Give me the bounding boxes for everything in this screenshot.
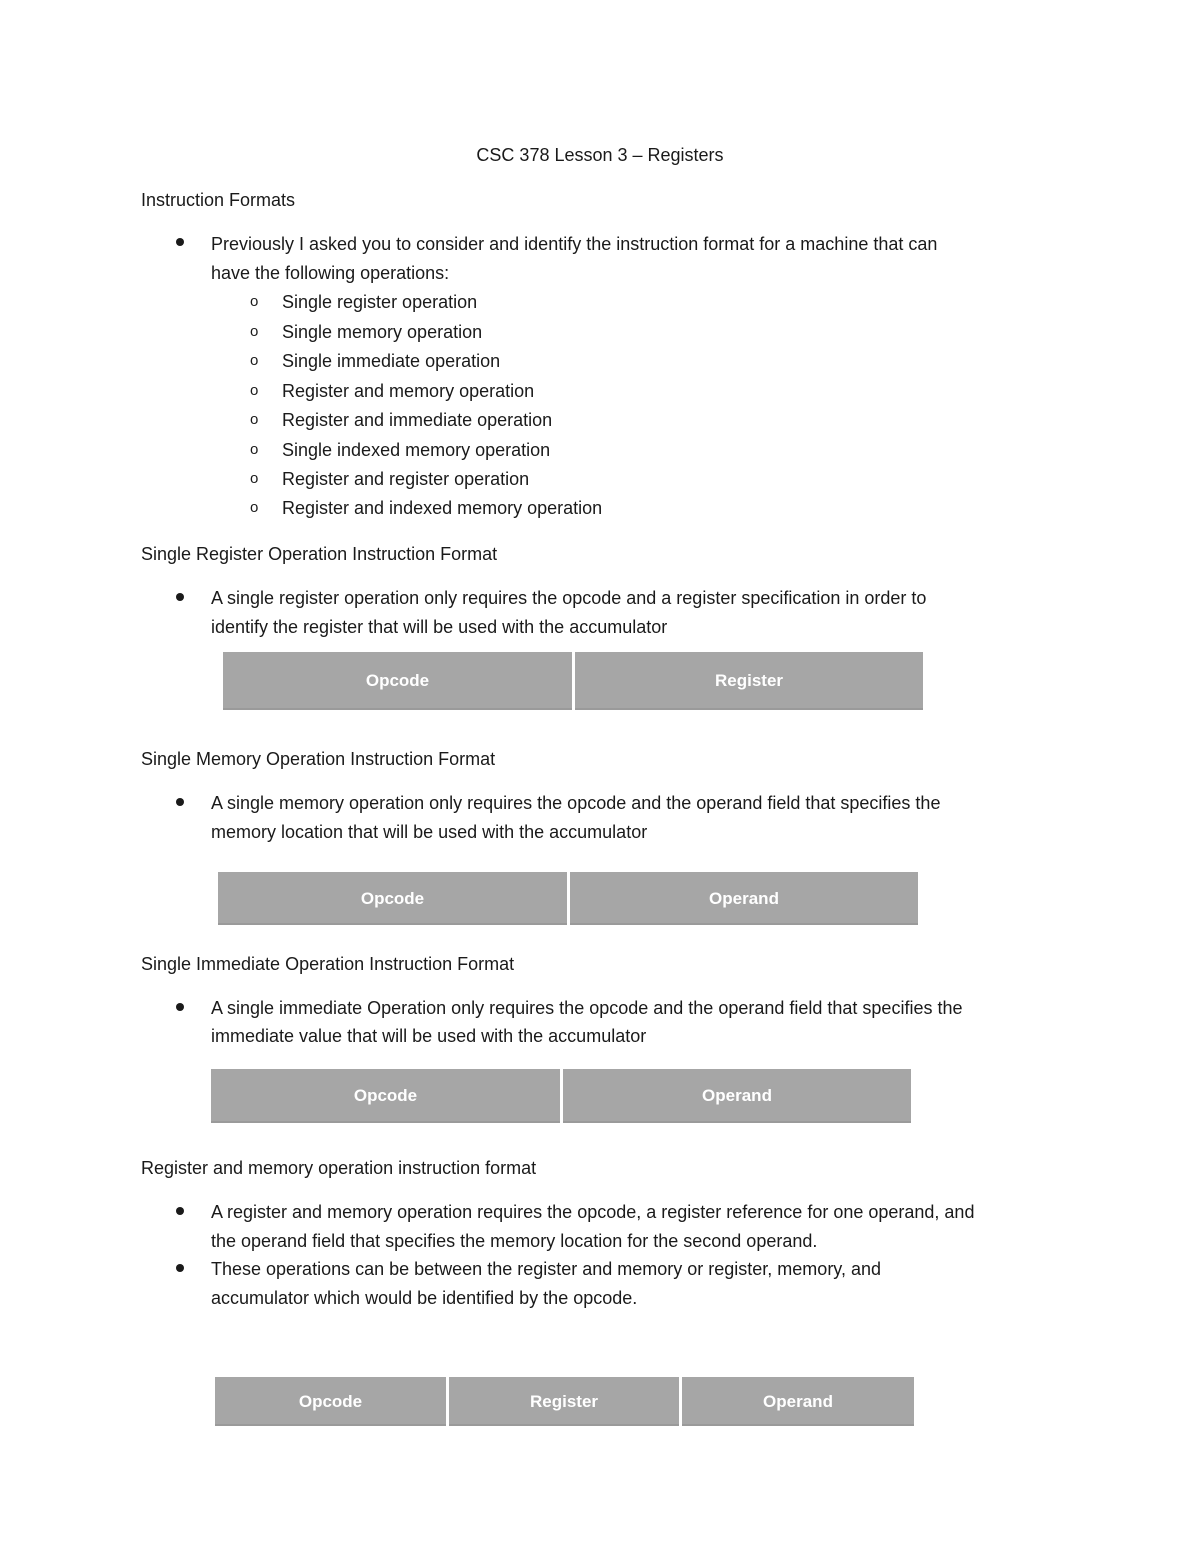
register-memory-b1-line-1: A register and memory operation requires the opcode, a register reference for one operand, and <box>211 1202 975 1222</box>
operand-field: Operand <box>563 1069 911 1123</box>
register-memory-b2-line-1: These operations can be between the register and memory or register, memory, and <box>211 1259 882 1279</box>
operand-field: Operand <box>570 872 918 925</box>
section-heading-single-memory: Single Memory Operation Instruction Format <box>141 749 496 769</box>
bullet-icon <box>176 593 184 601</box>
section-heading-register-memory: Register and memory operation instruction format <box>141 1158 537 1178</box>
sub-item: Register and memory operation <box>282 381 535 401</box>
sub-bullet-icon: o <box>250 352 259 369</box>
register-memory-b1-line-2: the operand field that specifies the memory location for the second operand. <box>211 1231 818 1251</box>
sub-bullet-icon: o <box>250 411 259 428</box>
single-memory-line-1: A single memory operation only requires the opcode and the operand field that specifies the <box>211 793 941 813</box>
sub-bullet-icon: o <box>250 323 259 340</box>
single-register-line-1: A single register operation only requires the opcode and a register specification in order to <box>211 588 927 608</box>
sub-item: Single memory operation <box>282 322 483 342</box>
register-memory-b2-line-2: accumulator which would be identified by the opcode. <box>211 1288 638 1308</box>
sub-bullet-icon: o <box>250 441 259 458</box>
sub-item: Register and indexed memory operation <box>282 498 603 518</box>
sub-item: Single immediate operation <box>282 351 501 371</box>
sub-bullet-icon: o <box>250 470 259 487</box>
opcode-field: Opcode <box>211 1069 560 1123</box>
opcode-field: Opcode <box>218 872 567 925</box>
opcode-field: Opcode <box>223 652 572 710</box>
single-immediate-line-2: immediate value that will be used with the accumulator <box>211 1026 647 1046</box>
section-heading-single-immediate: Single Immediate Operation Instruction Format <box>141 954 515 974</box>
section-heading-single-register: Single Register Operation Instruction Format <box>141 544 498 564</box>
single-register-line-2: identify the register that will be used with the accumulator <box>211 617 668 637</box>
sub-bullet-icon: o <box>250 293 259 310</box>
intro-bullet-line-1: Previously I asked you to consider and identify the instruction format for a machine that can <box>211 234 938 254</box>
register-field: Register <box>449 1377 679 1426</box>
single-memory-format-table <box>218 872 918 925</box>
single-memory-line-2: memory location that will be used with the accumulator <box>211 822 648 842</box>
register-field: Register <box>575 652 923 710</box>
register-memory-format-table <box>215 1377 914 1426</box>
sub-item: Register and immediate operation <box>282 410 553 430</box>
bullet-icon <box>176 798 184 806</box>
bullet-icon <box>176 238 184 246</box>
sub-item: Register and register operation <box>282 469 530 489</box>
sub-item: Single indexed memory operation <box>282 440 551 460</box>
single-immediate-format-table <box>211 1069 911 1123</box>
intro-bullet-line-2: have the following operations: <box>211 263 450 283</box>
single-register-format-table <box>223 652 923 710</box>
sub-item: Single register operation <box>282 292 478 312</box>
bullet-icon <box>176 1207 184 1215</box>
section-heading-instruction-formats: Instruction Formats <box>141 190 296 210</box>
sub-bullet-icon: o <box>250 499 259 516</box>
opcode-field: Opcode <box>215 1377 446 1426</box>
sub-bullet-icon: o <box>250 382 259 399</box>
operand-field: Operand <box>682 1377 914 1426</box>
page-title: CSC 378 Lesson 3 – Registers <box>476 145 724 165</box>
bullet-icon <box>176 1264 184 1272</box>
single-immediate-line-1: A single immediate Operation only requires the opcode and the operand field that specifies the <box>211 998 963 1018</box>
bullet-icon <box>176 1003 184 1011</box>
